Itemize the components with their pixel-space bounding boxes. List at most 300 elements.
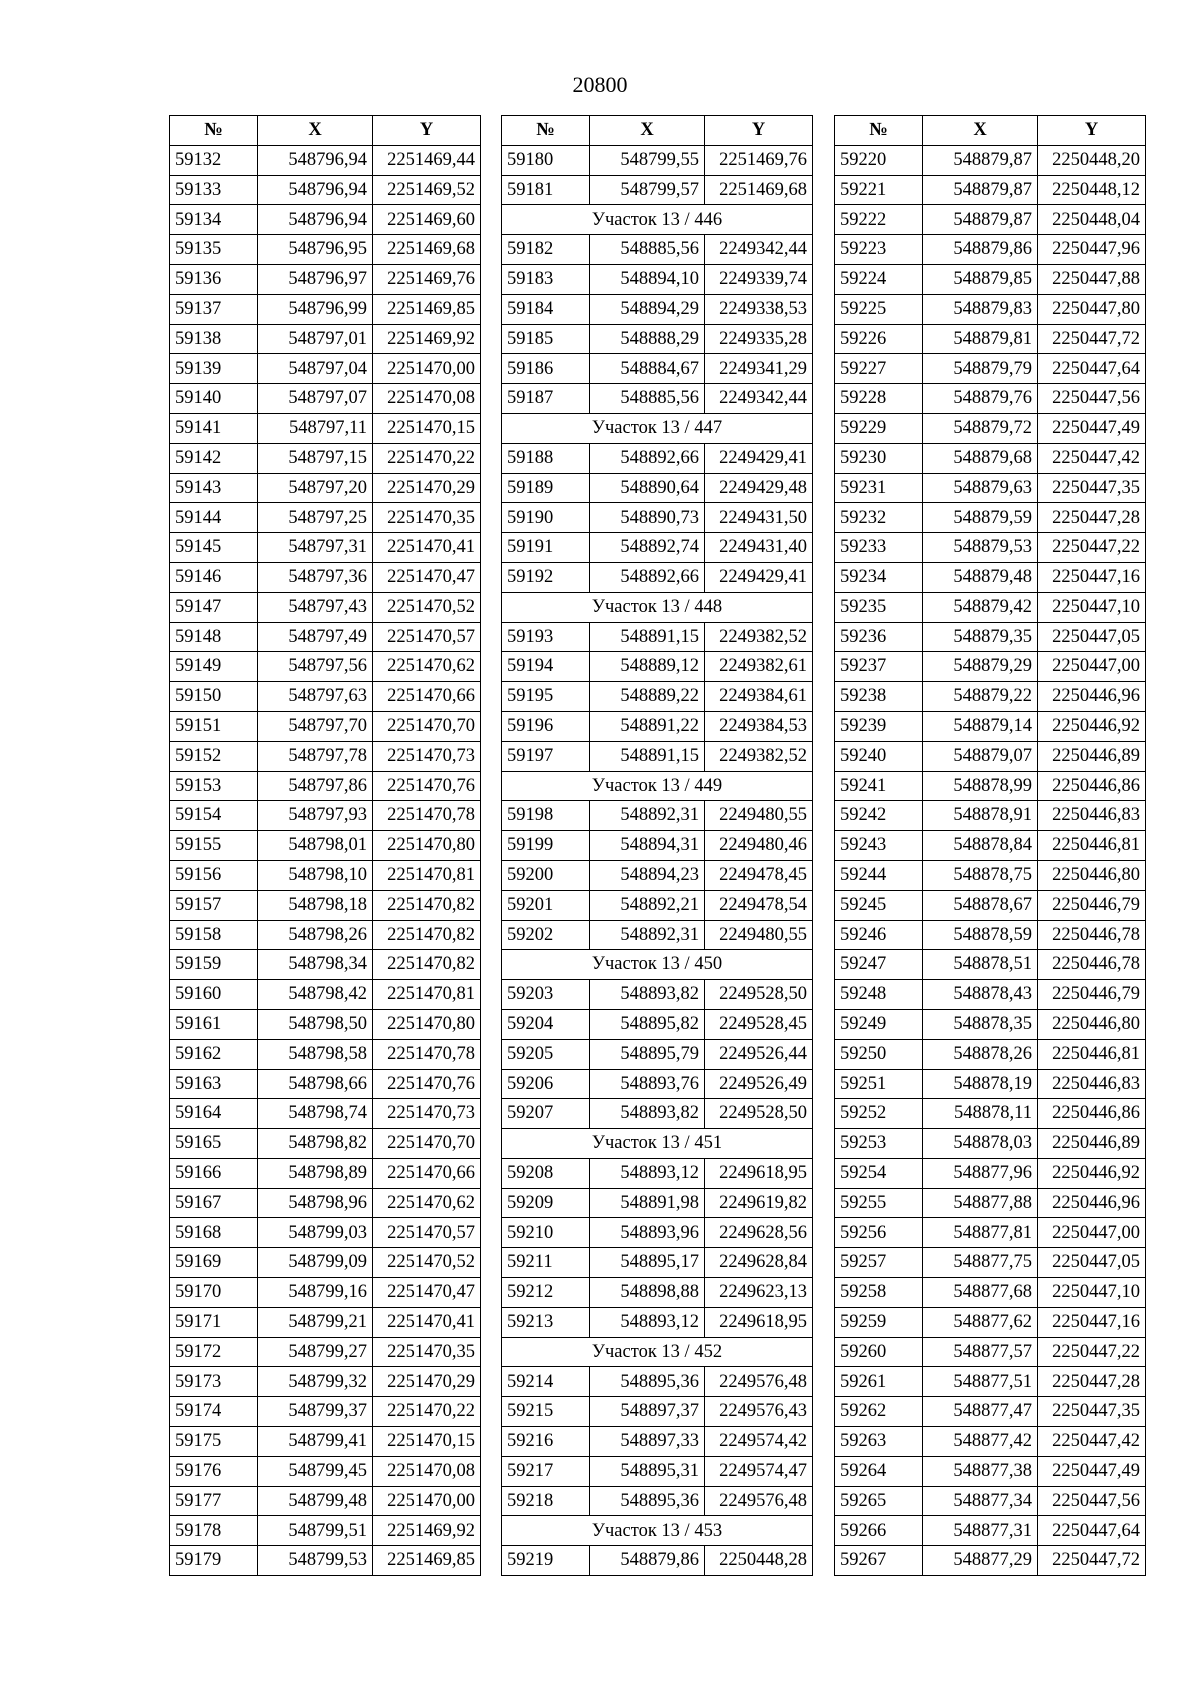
section-label: Участок 13 / 447 bbox=[502, 413, 813, 443]
table-row bbox=[170, 235, 481, 265]
table-row bbox=[170, 533, 481, 563]
x-coordinate-cell: 548891,15 bbox=[590, 741, 705, 771]
x-coordinate-cell: 548799,55 bbox=[590, 145, 705, 175]
point-number-cell: 59192 bbox=[502, 562, 590, 592]
point-number-cell: 59252 bbox=[835, 1099, 923, 1129]
point-number-cell: 59258 bbox=[835, 1278, 923, 1308]
point-number-cell: 59186 bbox=[502, 354, 590, 384]
y-coordinate-cell: 2249335,28 bbox=[705, 324, 813, 354]
point-number-cell: 59206 bbox=[502, 1069, 590, 1099]
table-row bbox=[502, 652, 813, 682]
point-number-cell: 59190 bbox=[502, 503, 590, 533]
table-header-row bbox=[170, 116, 481, 146]
table-row bbox=[502, 562, 813, 592]
x-coordinate-cell: 548799,51 bbox=[258, 1516, 373, 1546]
table-row bbox=[502, 1307, 813, 1337]
point-number-cell: 59184 bbox=[502, 294, 590, 324]
x-coordinate-cell: 548895,31 bbox=[590, 1456, 705, 1486]
x-coordinate-cell: 548877,81 bbox=[923, 1218, 1038, 1248]
table-row bbox=[502, 890, 813, 920]
y-coordinate-cell: 2249429,41 bbox=[705, 443, 813, 473]
x-coordinate-cell: 548894,23 bbox=[590, 860, 705, 890]
y-coordinate-cell: 2249619,82 bbox=[705, 1188, 813, 1218]
point-number-cell: 59244 bbox=[835, 860, 923, 890]
table-row bbox=[835, 1307, 1146, 1337]
table-row bbox=[502, 1099, 813, 1129]
table-row bbox=[170, 145, 481, 175]
table-row bbox=[835, 1218, 1146, 1248]
point-number-cell: 59199 bbox=[502, 831, 590, 861]
x-coordinate-cell: 548878,67 bbox=[923, 890, 1038, 920]
y-coordinate-cell: 2249574,42 bbox=[705, 1427, 813, 1457]
table-row bbox=[170, 1337, 481, 1367]
x-coordinate-cell: 548879,22 bbox=[923, 682, 1038, 712]
point-number-cell: 59175 bbox=[170, 1427, 258, 1457]
table-row bbox=[170, 1397, 481, 1427]
table-row bbox=[170, 264, 481, 294]
x-coordinate-cell: 548893,12 bbox=[590, 1307, 705, 1337]
table-row bbox=[170, 1456, 481, 1486]
table-row bbox=[835, 354, 1146, 384]
y-coordinate-cell: 2250446,96 bbox=[1038, 682, 1146, 712]
x-coordinate-cell: 548879,42 bbox=[923, 592, 1038, 622]
y-coordinate-cell: 2251470,66 bbox=[373, 1158, 481, 1188]
point-number-cell: 59262 bbox=[835, 1397, 923, 1427]
y-coordinate-cell: 2249574,47 bbox=[705, 1456, 813, 1486]
x-coordinate-cell: 548879,76 bbox=[923, 384, 1038, 414]
table-row bbox=[502, 1278, 813, 1308]
table-row bbox=[835, 920, 1146, 950]
x-coordinate-cell: 548797,01 bbox=[258, 324, 373, 354]
x-coordinate-cell: 548798,50 bbox=[258, 1009, 373, 1039]
x-coordinate-cell: 548879,63 bbox=[923, 473, 1038, 503]
point-number-cell: 59259 bbox=[835, 1307, 923, 1337]
table-row bbox=[170, 1188, 481, 1218]
table-row bbox=[835, 682, 1146, 712]
y-coordinate-cell: 2250446,80 bbox=[1038, 1009, 1146, 1039]
table-row bbox=[170, 682, 481, 712]
point-number-cell: 59241 bbox=[835, 771, 923, 801]
table-row bbox=[835, 175, 1146, 205]
table-row bbox=[170, 384, 481, 414]
point-number-cell: 59202 bbox=[502, 920, 590, 950]
table-row bbox=[170, 205, 481, 235]
point-number-cell: 59151 bbox=[170, 711, 258, 741]
table-row bbox=[170, 741, 481, 771]
point-number-cell: 59171 bbox=[170, 1307, 258, 1337]
table-row bbox=[170, 950, 481, 980]
point-number-cell: 59261 bbox=[835, 1367, 923, 1397]
y-coordinate-cell: 2250446,78 bbox=[1038, 950, 1146, 980]
y-coordinate-cell: 2250446,83 bbox=[1038, 801, 1146, 831]
y-coordinate-cell: 2251470,57 bbox=[373, 622, 481, 652]
point-number-cell: 59197 bbox=[502, 741, 590, 771]
x-coordinate-cell: 548796,94 bbox=[258, 175, 373, 205]
point-number-cell: 59153 bbox=[170, 771, 258, 801]
x-coordinate-cell: 548797,43 bbox=[258, 592, 373, 622]
point-number-cell: 59247 bbox=[835, 950, 923, 980]
x-coordinate-cell: 548877,29 bbox=[923, 1546, 1038, 1576]
x-coordinate-cell: 548877,62 bbox=[923, 1307, 1038, 1337]
table-row bbox=[170, 1009, 481, 1039]
x-coordinate-cell: 548893,96 bbox=[590, 1218, 705, 1248]
table-row bbox=[502, 741, 813, 771]
y-coordinate-cell: 2249339,74 bbox=[705, 264, 813, 294]
x-coordinate-cell: 548799,41 bbox=[258, 1427, 373, 1457]
point-number-cell: 59159 bbox=[170, 950, 258, 980]
y-coordinate-cell: 2250448,28 bbox=[705, 1546, 813, 1576]
table-row bbox=[835, 771, 1146, 801]
x-coordinate-cell: 548891,15 bbox=[590, 622, 705, 652]
table-row bbox=[170, 1486, 481, 1516]
section-label: Участок 13 / 446 bbox=[502, 205, 813, 235]
section-header-row bbox=[502, 592, 813, 622]
table-row bbox=[502, 831, 813, 861]
x-coordinate-cell: 548892,66 bbox=[590, 562, 705, 592]
x-coordinate-cell: 548879,81 bbox=[923, 324, 1038, 354]
y-coordinate-cell: 2250447,80 bbox=[1038, 294, 1146, 324]
x-coordinate-cell: 548895,36 bbox=[590, 1367, 705, 1397]
y-coordinate-cell: 2250446,79 bbox=[1038, 980, 1146, 1010]
table-row bbox=[170, 920, 481, 950]
table-row bbox=[502, 980, 813, 1010]
point-number-cell: 59224 bbox=[835, 264, 923, 294]
y-coordinate-cell: 2249431,40 bbox=[705, 533, 813, 563]
column-header-number: № bbox=[170, 116, 258, 146]
y-coordinate-cell: 2249528,50 bbox=[705, 1099, 813, 1129]
point-number-cell: 59160 bbox=[170, 980, 258, 1010]
point-number-cell: 59250 bbox=[835, 1039, 923, 1069]
point-number-cell: 59170 bbox=[170, 1278, 258, 1308]
section-header-row bbox=[502, 413, 813, 443]
x-coordinate-cell: 548879,59 bbox=[923, 503, 1038, 533]
y-coordinate-cell: 2251470,78 bbox=[373, 801, 481, 831]
point-number-cell: 59144 bbox=[170, 503, 258, 533]
x-coordinate-cell: 548798,34 bbox=[258, 950, 373, 980]
y-coordinate-cell: 2251470,81 bbox=[373, 860, 481, 890]
x-coordinate-cell: 548892,31 bbox=[590, 920, 705, 950]
y-coordinate-cell: 2251469,92 bbox=[373, 1516, 481, 1546]
table-row bbox=[502, 145, 813, 175]
y-coordinate-cell: 2251470,00 bbox=[373, 1486, 481, 1516]
x-coordinate-cell: 548879,87 bbox=[923, 175, 1038, 205]
y-coordinate-cell: 2251469,76 bbox=[373, 264, 481, 294]
x-coordinate-cell: 548878,51 bbox=[923, 950, 1038, 980]
table-row bbox=[835, 294, 1146, 324]
page-number: 20800 bbox=[572, 72, 628, 97]
point-number-cell: 59212 bbox=[502, 1278, 590, 1308]
y-coordinate-cell: 2251470,76 bbox=[373, 1069, 481, 1099]
table-row bbox=[835, 145, 1146, 175]
point-number-cell: 59214 bbox=[502, 1367, 590, 1397]
point-number-cell: 59242 bbox=[835, 801, 923, 831]
table-row bbox=[502, 920, 813, 950]
table-row bbox=[502, 801, 813, 831]
x-coordinate-cell: 548879,86 bbox=[590, 1546, 705, 1576]
point-number-cell: 59141 bbox=[170, 413, 258, 443]
y-coordinate-cell: 2250446,89 bbox=[1038, 741, 1146, 771]
y-coordinate-cell: 2251470,70 bbox=[373, 1129, 481, 1159]
x-coordinate-cell: 548877,75 bbox=[923, 1248, 1038, 1278]
point-number-cell: 59165 bbox=[170, 1129, 258, 1159]
x-coordinate-cell: 548885,56 bbox=[590, 235, 705, 265]
y-coordinate-cell: 2250447,10 bbox=[1038, 592, 1146, 622]
x-coordinate-cell: 548879,48 bbox=[923, 562, 1038, 592]
table-row bbox=[502, 264, 813, 294]
point-number-cell: 59164 bbox=[170, 1099, 258, 1129]
section-header-row bbox=[502, 950, 813, 980]
table-row bbox=[835, 324, 1146, 354]
x-coordinate-cell: 548877,96 bbox=[923, 1158, 1038, 1188]
y-coordinate-cell: 2251470,76 bbox=[373, 771, 481, 801]
y-coordinate-cell: 2251469,68 bbox=[705, 175, 813, 205]
x-coordinate-cell: 548894,31 bbox=[590, 831, 705, 861]
point-number-cell: 59245 bbox=[835, 890, 923, 920]
table-row bbox=[502, 324, 813, 354]
x-coordinate-cell: 548798,66 bbox=[258, 1069, 373, 1099]
x-coordinate-cell: 548799,16 bbox=[258, 1278, 373, 1308]
point-number-cell: 59217 bbox=[502, 1456, 590, 1486]
x-coordinate-cell: 548879,53 bbox=[923, 533, 1038, 563]
y-coordinate-cell: 2250447,42 bbox=[1038, 443, 1146, 473]
table-row bbox=[502, 294, 813, 324]
point-number-cell: 59222 bbox=[835, 205, 923, 235]
coordinates-table-1 bbox=[169, 115, 481, 1576]
table-row bbox=[835, 1009, 1146, 1039]
x-coordinate-cell: 548797,20 bbox=[258, 473, 373, 503]
x-coordinate-cell: 548878,59 bbox=[923, 920, 1038, 950]
x-coordinate-cell: 548879,14 bbox=[923, 711, 1038, 741]
point-number-cell: 59166 bbox=[170, 1158, 258, 1188]
x-coordinate-cell: 548892,31 bbox=[590, 801, 705, 831]
y-coordinate-cell: 2250448,20 bbox=[1038, 145, 1146, 175]
table-row bbox=[835, 235, 1146, 265]
table-row bbox=[835, 741, 1146, 771]
y-coordinate-cell: 2250447,64 bbox=[1038, 1516, 1146, 1546]
x-coordinate-cell: 548879,86 bbox=[923, 235, 1038, 265]
x-coordinate-cell: 548879,87 bbox=[923, 145, 1038, 175]
y-coordinate-cell: 2251470,47 bbox=[373, 562, 481, 592]
column-header-y: Y bbox=[705, 116, 813, 146]
y-coordinate-cell: 2250446,86 bbox=[1038, 771, 1146, 801]
point-number-cell: 59263 bbox=[835, 1427, 923, 1457]
point-number-cell: 59161 bbox=[170, 1009, 258, 1039]
point-number-cell: 59145 bbox=[170, 533, 258, 563]
x-coordinate-cell: 548877,51 bbox=[923, 1367, 1038, 1397]
y-coordinate-cell: 2250447,96 bbox=[1038, 235, 1146, 265]
table-row bbox=[835, 592, 1146, 622]
y-coordinate-cell: 2251470,73 bbox=[373, 1099, 481, 1129]
point-number-cell: 59147 bbox=[170, 592, 258, 622]
point-number-cell: 59178 bbox=[170, 1516, 258, 1546]
point-number-cell: 59209 bbox=[502, 1188, 590, 1218]
table-row bbox=[170, 1129, 481, 1159]
point-number-cell: 59157 bbox=[170, 890, 258, 920]
point-number-cell: 59225 bbox=[835, 294, 923, 324]
x-coordinate-cell: 548797,70 bbox=[258, 711, 373, 741]
point-number-cell: 59135 bbox=[170, 235, 258, 265]
point-number-cell: 59191 bbox=[502, 533, 590, 563]
y-coordinate-cell: 2249382,52 bbox=[705, 741, 813, 771]
point-number-cell: 59168 bbox=[170, 1218, 258, 1248]
x-coordinate-cell: 548798,10 bbox=[258, 860, 373, 890]
point-number-cell: 59236 bbox=[835, 622, 923, 652]
x-coordinate-cell: 548878,11 bbox=[923, 1099, 1038, 1129]
point-number-cell: 59254 bbox=[835, 1158, 923, 1188]
table-row bbox=[502, 1397, 813, 1427]
x-coordinate-cell: 548797,25 bbox=[258, 503, 373, 533]
x-coordinate-cell: 548878,75 bbox=[923, 860, 1038, 890]
y-coordinate-cell: 2250446,92 bbox=[1038, 711, 1146, 741]
y-coordinate-cell: 2250446,96 bbox=[1038, 1188, 1146, 1218]
table-header-row bbox=[835, 116, 1146, 146]
point-number-cell: 59155 bbox=[170, 831, 258, 861]
x-coordinate-cell: 548878,35 bbox=[923, 1009, 1038, 1039]
section-header-row bbox=[502, 1516, 813, 1546]
table-row bbox=[835, 1367, 1146, 1397]
section-label: Участок 13 / 453 bbox=[502, 1516, 813, 1546]
point-number-cell: 59173 bbox=[170, 1367, 258, 1397]
point-number-cell: 59256 bbox=[835, 1218, 923, 1248]
y-coordinate-cell: 2250447,28 bbox=[1038, 1367, 1146, 1397]
x-coordinate-cell: 548877,38 bbox=[923, 1456, 1038, 1486]
x-coordinate-cell: 548879,72 bbox=[923, 413, 1038, 443]
table-row bbox=[170, 980, 481, 1010]
y-coordinate-cell: 2251470,35 bbox=[373, 503, 481, 533]
table-row bbox=[502, 711, 813, 741]
x-coordinate-cell: 548799,21 bbox=[258, 1307, 373, 1337]
point-number-cell: 59246 bbox=[835, 920, 923, 950]
y-coordinate-cell: 2251470,82 bbox=[373, 920, 481, 950]
x-coordinate-cell: 548796,94 bbox=[258, 145, 373, 175]
y-coordinate-cell: 2251470,35 bbox=[373, 1337, 481, 1367]
point-number-cell: 59237 bbox=[835, 652, 923, 682]
x-coordinate-cell: 548879,07 bbox=[923, 741, 1038, 771]
y-coordinate-cell: 2251470,52 bbox=[373, 1248, 481, 1278]
table-row bbox=[170, 175, 481, 205]
y-coordinate-cell: 2251470,80 bbox=[373, 1009, 481, 1039]
y-coordinate-cell: 2249528,50 bbox=[705, 980, 813, 1010]
y-coordinate-cell: 2250446,80 bbox=[1038, 860, 1146, 890]
y-coordinate-cell: 2249576,43 bbox=[705, 1397, 813, 1427]
x-coordinate-cell: 548877,42 bbox=[923, 1427, 1038, 1457]
point-number-cell: 59196 bbox=[502, 711, 590, 741]
point-number-cell: 59211 bbox=[502, 1248, 590, 1278]
point-number-cell: 59264 bbox=[835, 1456, 923, 1486]
point-number-cell: 59148 bbox=[170, 622, 258, 652]
table-row bbox=[502, 175, 813, 205]
table-row bbox=[502, 533, 813, 563]
x-coordinate-cell: 548889,12 bbox=[590, 652, 705, 682]
y-coordinate-cell: 2250447,64 bbox=[1038, 354, 1146, 384]
y-coordinate-cell: 2251470,29 bbox=[373, 1367, 481, 1397]
point-number-cell: 59138 bbox=[170, 324, 258, 354]
table-row bbox=[502, 443, 813, 473]
table-row bbox=[502, 860, 813, 890]
table-row bbox=[502, 1009, 813, 1039]
point-number-cell: 59233 bbox=[835, 533, 923, 563]
section-label: Участок 13 / 450 bbox=[502, 950, 813, 980]
y-coordinate-cell: 2249526,49 bbox=[705, 1069, 813, 1099]
column-header-y: Y bbox=[373, 116, 481, 146]
x-coordinate-cell: 548799,45 bbox=[258, 1456, 373, 1486]
x-coordinate-cell: 548879,29 bbox=[923, 652, 1038, 682]
point-number-cell: 59201 bbox=[502, 890, 590, 920]
section-label: Участок 13 / 451 bbox=[502, 1129, 813, 1159]
table-row bbox=[835, 413, 1146, 443]
point-number-cell: 59146 bbox=[170, 562, 258, 592]
y-coordinate-cell: 2250446,86 bbox=[1038, 1099, 1146, 1129]
point-number-cell: 59181 bbox=[502, 175, 590, 205]
table-row bbox=[502, 1039, 813, 1069]
y-coordinate-cell: 2249618,95 bbox=[705, 1158, 813, 1188]
x-coordinate-cell: 548799,57 bbox=[590, 175, 705, 205]
x-coordinate-cell: 548878,26 bbox=[923, 1039, 1038, 1069]
y-coordinate-cell: 2250447,22 bbox=[1038, 533, 1146, 563]
x-coordinate-cell: 548879,35 bbox=[923, 622, 1038, 652]
x-coordinate-cell: 548799,09 bbox=[258, 1248, 373, 1278]
x-coordinate-cell: 548797,86 bbox=[258, 771, 373, 801]
y-coordinate-cell: 2249338,53 bbox=[705, 294, 813, 324]
point-number-cell: 59149 bbox=[170, 652, 258, 682]
point-number-cell: 59227 bbox=[835, 354, 923, 384]
table-row bbox=[170, 1278, 481, 1308]
point-number-cell: 59215 bbox=[502, 1397, 590, 1427]
point-number-cell: 59134 bbox=[170, 205, 258, 235]
point-number-cell: 59235 bbox=[835, 592, 923, 622]
table-row bbox=[835, 1546, 1146, 1576]
y-coordinate-cell: 2249628,56 bbox=[705, 1218, 813, 1248]
x-coordinate-cell: 548892,66 bbox=[590, 443, 705, 473]
point-number-cell: 59167 bbox=[170, 1188, 258, 1218]
point-number-cell: 59248 bbox=[835, 980, 923, 1010]
point-number-cell: 59198 bbox=[502, 801, 590, 831]
point-number-cell: 59169 bbox=[170, 1248, 258, 1278]
point-number-cell: 59194 bbox=[502, 652, 590, 682]
x-coordinate-cell: 548877,57 bbox=[923, 1337, 1038, 1367]
x-coordinate-cell: 548798,18 bbox=[258, 890, 373, 920]
table-row bbox=[170, 473, 481, 503]
table-row bbox=[170, 1099, 481, 1129]
y-coordinate-cell: 2251469,68 bbox=[373, 235, 481, 265]
x-coordinate-cell: 548888,29 bbox=[590, 324, 705, 354]
point-number-cell: 59221 bbox=[835, 175, 923, 205]
table-row bbox=[835, 801, 1146, 831]
y-coordinate-cell: 2250447,56 bbox=[1038, 1486, 1146, 1516]
table-row bbox=[835, 1427, 1146, 1457]
x-coordinate-cell: 548877,47 bbox=[923, 1397, 1038, 1427]
y-coordinate-cell: 2249478,54 bbox=[705, 890, 813, 920]
y-coordinate-cell: 2249429,48 bbox=[705, 473, 813, 503]
x-coordinate-cell: 548797,04 bbox=[258, 354, 373, 384]
point-number-cell: 59266 bbox=[835, 1516, 923, 1546]
y-coordinate-cell: 2250446,83 bbox=[1038, 1069, 1146, 1099]
point-number-cell: 59158 bbox=[170, 920, 258, 950]
column-header-x: X bbox=[923, 116, 1038, 146]
x-coordinate-cell: 548799,53 bbox=[258, 1546, 373, 1576]
x-coordinate-cell: 548798,01 bbox=[258, 831, 373, 861]
table-row bbox=[170, 831, 481, 861]
y-coordinate-cell: 2250447,05 bbox=[1038, 1248, 1146, 1278]
y-coordinate-cell: 2249384,53 bbox=[705, 711, 813, 741]
point-number-cell: 59177 bbox=[170, 1486, 258, 1516]
x-coordinate-cell: 548799,03 bbox=[258, 1218, 373, 1248]
y-coordinate-cell: 2251470,80 bbox=[373, 831, 481, 861]
table-row bbox=[835, 264, 1146, 294]
point-number-cell: 59240 bbox=[835, 741, 923, 771]
x-coordinate-cell: 548798,74 bbox=[258, 1099, 373, 1129]
table-row bbox=[502, 1486, 813, 1516]
